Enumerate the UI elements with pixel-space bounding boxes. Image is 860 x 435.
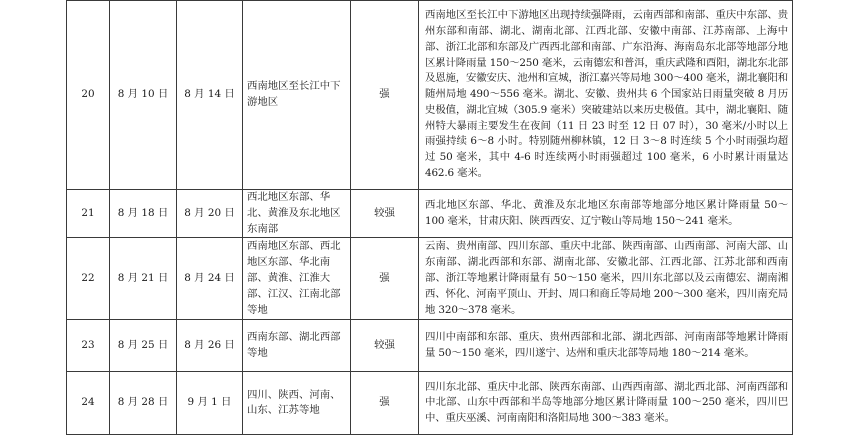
table-row bbox=[67, 190, 793, 238]
event-number: 20 bbox=[67, 1, 110, 190]
event-number: 24 bbox=[67, 372, 110, 435]
end-date: 8 月 26 日 bbox=[177, 320, 243, 372]
event-number: 21 bbox=[67, 190, 110, 238]
rainfall-description: 四川东北部、重庆中北部、陕西东南部、山西西南部、湖北西北部、河南西部和中北部、山东中西部和半岛等地部分地区累计降雨量 100～250 毫米，四川巴中、重庆巫溪、河南南阳和洛阳局地 300～383 毫米。 bbox=[419, 372, 793, 435]
affected-region: 西北地区东部、华北、黄淮及东北地区东南部 bbox=[243, 190, 351, 238]
affected-region: 西南地区至长江中下游地区 bbox=[243, 1, 351, 190]
rainfall-description: 西南地区至长江中下游地区出现持续强降雨，云南西部和南部、重庆中东部、贵州东部和南部、湖北、湖南北部、江西北部、安徽中南部、江苏南部、上海中部、浙江北部和东部及广西西北部和南部、广东沿海、海南岛东北部等地部分地区累计降雨量 150～250 毫米，云南德宏和普洱，重庆武隆和酉阳，湖北东北部及恩施，安徽安庆、池州和宣城，浙江嘉兴等局地 300～400 毫米，湖北襄阳和随州局地 490～556 毫米。湖北、安徽、贵州共 6 个国家站日雨量突破 8 月历史极值，湖北宜城（305.9 毫米）突破建站以来历史极值。其中，湖北襄阳、随州特大暴雨主要发生在夜间（11 日 23 时至 12 日 07 时），30 毫米/小时以上雨强持续 6～8 小时。特别随州柳林镇，12 日 3～8 时连续 5 个小时雨强均超过 50 毫米，其中 4-6 时连续两小时雨强超过 100 毫米，6 小时累计雨量达 462.6 毫米。 bbox=[419, 1, 793, 190]
intensity-level: 强 bbox=[351, 372, 419, 435]
affected-region: 西南东部、湖北西部等地 bbox=[243, 320, 351, 372]
start-date: 8 月 25 日 bbox=[110, 320, 177, 372]
table-row bbox=[67, 320, 793, 372]
rainfall-events-table bbox=[66, 0, 793, 435]
end-date: 8 月 24 日 bbox=[177, 238, 243, 320]
end-date: 9 月 1 日 bbox=[177, 372, 243, 435]
rainfall-description: 云南、贵州南部、四川东部、重庆中北部、陕西南部、山西南部、河南大部、山东南部、湖北西部和东部、湖南北部、安徽北部、江西北部、江苏北部和西南部、浙江等地累计降雨量有 50～150 毫米，四川东北部以及云南德宏、湖南湘西、怀化、河南平顶山、开封、周口和商丘等局地 200～300 毫米，四川南充局地 320～378 毫米。 bbox=[419, 238, 793, 320]
start-date: 8 月 10 日 bbox=[110, 1, 177, 190]
start-date: 8 月 18 日 bbox=[110, 190, 177, 238]
event-number: 22 bbox=[67, 238, 110, 320]
intensity-level: 强 bbox=[351, 238, 419, 320]
end-date: 8 月 14 日 bbox=[177, 1, 243, 190]
start-date: 8 月 21 日 bbox=[110, 238, 177, 320]
intensity-level: 较强 bbox=[351, 320, 419, 372]
intensity-level: 较强 bbox=[351, 190, 419, 238]
rainfall-description: 四川中南部和东部、重庆、贵州西部和北部、湖北西部、河南南部等地累计降雨量 50～150 毫米，四川遂宁、达州和重庆北部等局地 180～214 毫米。 bbox=[419, 320, 793, 372]
start-date: 8 月 28 日 bbox=[110, 372, 177, 435]
table-row bbox=[67, 1, 793, 190]
rainfall-description: 西北地区东部、华北、黄淮及东北地区东南部等地部分地区累计降雨量 50～100 毫米，甘肃庆阳、陕西西安、辽宁鞍山等局地 150～241 毫米。 bbox=[419, 190, 793, 238]
end-date: 8 月 20 日 bbox=[177, 190, 243, 238]
table-row bbox=[67, 372, 793, 435]
affected-region: 西南地区东部、西北地区东部、华北南部、黄淮、江淮大部、江汉、江南北部等地 bbox=[243, 238, 351, 320]
affected-region: 四川、陕西、河南、山东、江苏等地 bbox=[243, 372, 351, 435]
event-number: 23 bbox=[67, 320, 110, 372]
table-row bbox=[67, 238, 793, 320]
intensity-level: 强 bbox=[351, 1, 419, 190]
